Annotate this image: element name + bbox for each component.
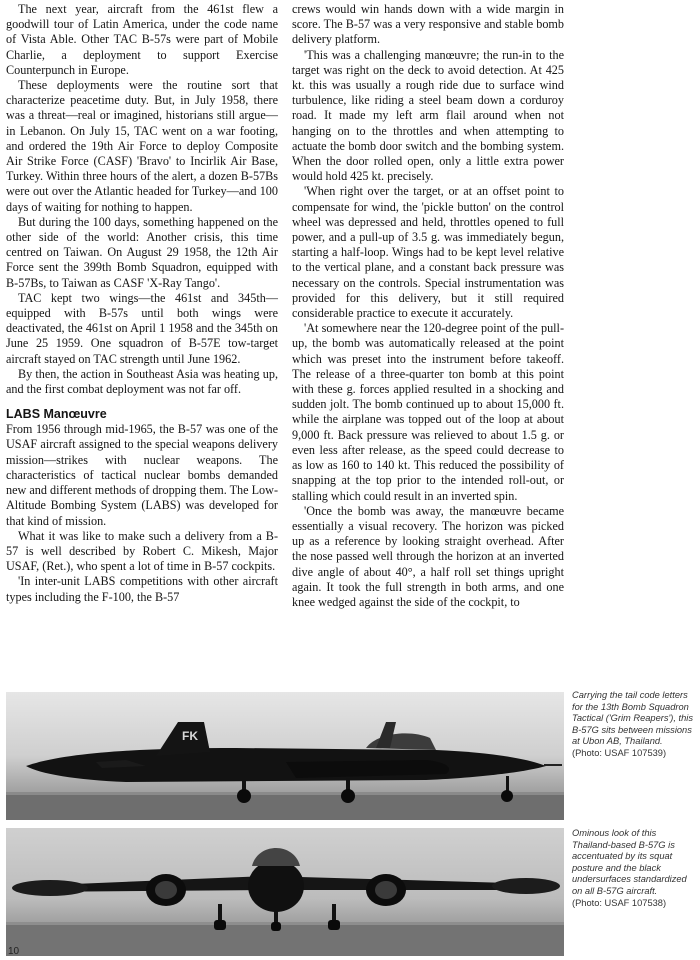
section-heading: LABS Manœuvre [6, 407, 107, 422]
paragraph: TAC kept two wings—the 461st and 345th—equipped with B-57s until both wings were deactivated, the 461st on April 1 1958 and the 345th on June 25 1959. One squadron of B-57E tow-target aircraft stayed on TAC strength until June 1962. [6, 290, 278, 366]
tail-code: FK [182, 729, 198, 743]
photo-credit: (Photo: USAF 107539) [572, 747, 667, 758]
aircraft-photo-front [6, 828, 564, 956]
caption-text: Ominous look of this Thailand-based B-57G is accentuated by its squat posture and the black undersurfaces standardized on all B-57G aircraft. [572, 828, 687, 896]
paragraph: crews would win hands down with a wide margin in score. The B-57 was a very responsive and stable bomb delivery platform. [292, 2, 564, 47]
paragraph: The next year, aircraft from the 461st flew a goodwill tour of Latin America, under the code name of Vista Able. Other TAC B-57s were part of Mobile Charlie, a deployment to support Exercise Counterpunch in Europe. [6, 2, 278, 77]
paragraph: 'At somewhere near the 120-degree point of the pull-up, the bomb was automatically released at the point which was preset into the instrument before takeoff. The release of a three-quarter ton bomb at this point with these g. forces applied resulted in a shocking and sudden jolt. The bomb continued up to about 15,000 ft. while the airplane was topped out of the loop at about 9,000 ft. Back pressure was relieved to about 1.5 g. or even less after release, as the speed could decrease to as low as 160 to 140 kt. This reduced the possibility of snapping at the top prior to the intended roll-out, or stalling which could result in an inverted spin. [292, 321, 564, 503]
paragraph: By then, the action in Southeast Asia was heating up, and the first combat deployment was not far off. [6, 366, 278, 397]
caption-text: Carrying the tail code letters for the 13th Bomb Squadron Tactical ('Grim Reapers'), this B-57G sits between missions at Ubon AB, Thailand. [572, 690, 693, 747]
paragraph: 'In inter-unit LABS competitions with other aircraft types including the F-100, the B-57 [6, 574, 278, 604]
paragraph: 'When right over the target, or at an offset point to compensate for wind, the 'pickle button' on the control wheel was depressed and held, throttles opened to full power, and a pull-up of 3.5 g. was immediately begun, starting a half-loop. Wings had to be kept level relative to the vertical plane, and a constant back pressure was necessary on the controls. Special instrumentation was provided for this delivery, but it still required considerable practice to execute it accurately. [292, 184, 564, 321]
photo-caption [572, 690, 696, 760]
paragraph: 'This was a challenging manœuvre; the run-in to the target was right on the deck to avoid detection. At 425 kt. this was usually a rough ride due to surface wind turbulence, like riding a steel beam down a corduroy road. It made my left arm flail around when not hanging on to the throttles and when attempting to actuate the bomb door switch and the bombing system. When the door rolled open, only a little extra power would hold 425 kt. precisely. [292, 47, 564, 184]
photo-credit: (Photo: USAF 107538) [572, 897, 667, 908]
paragraph: But during the 100 days, something happened on the other side of the world: Another crisis, this time centred on Taiwan. On August 29 1958, the 12th Air Force sent the 399th Bomb Squadron, equipped with B-57Bs, to Taiwan as CASF 'X-Ray Tango'. [6, 214, 278, 290]
b57g-side-view-icon [6, 692, 564, 820]
paragraph: From 1956 through mid-1965, the B-57 was one of the USAF aircraft assigned to the special weapons delivery mission—strikes with nuclear weapons. The characteristics of tactical nuclear bombs demanded new and different methods of dropping them. The Low-Altitude Bombing System (LABS) was developed for that kind of mission. [6, 422, 279, 528]
paragraph: These deployments were the routine sort that characterize peacetime duty. But, in July 1958, there was a threat—real or imagined, historians still argue—in Lebanon. On July 15, TAC went on a war footing, and ordered the 19th Air Force to deploy Composite Air Strike Force (CASF) 'Bravo' to Incirlik Air Base, Turkey. Within three hours of the alert, a dozen B-57Bs were out over the Atlantic headed for Turkey—and 100 days of waiting for nothing to happen. [6, 78, 278, 214]
photo-caption [572, 828, 696, 909]
left-column [6, 2, 278, 605]
right-column [292, 2, 564, 610]
b57g-front-view-icon [6, 828, 564, 956]
page-number: 10 [8, 946, 20, 957]
paragraph: 'Once the bomb was away, the manœuvre became essentially a visual recovery. The horizon was picked up as a reference by looking straight overhead. After the nose passed well through the horizon at an inverted dive angle of about 40°, a half roll set things upright again. It took the full strength in both arms, and one knee wedged against the side of the cockpit, to [292, 503, 564, 609]
aircraft-photo-side [6, 692, 564, 820]
paragraph: What it was like to make such a delivery from a B-57 is well described by Robert C. Mikesh, Major USAF, (Ret.), who spent a lot of time in B-57 cockpits. [6, 528, 278, 574]
